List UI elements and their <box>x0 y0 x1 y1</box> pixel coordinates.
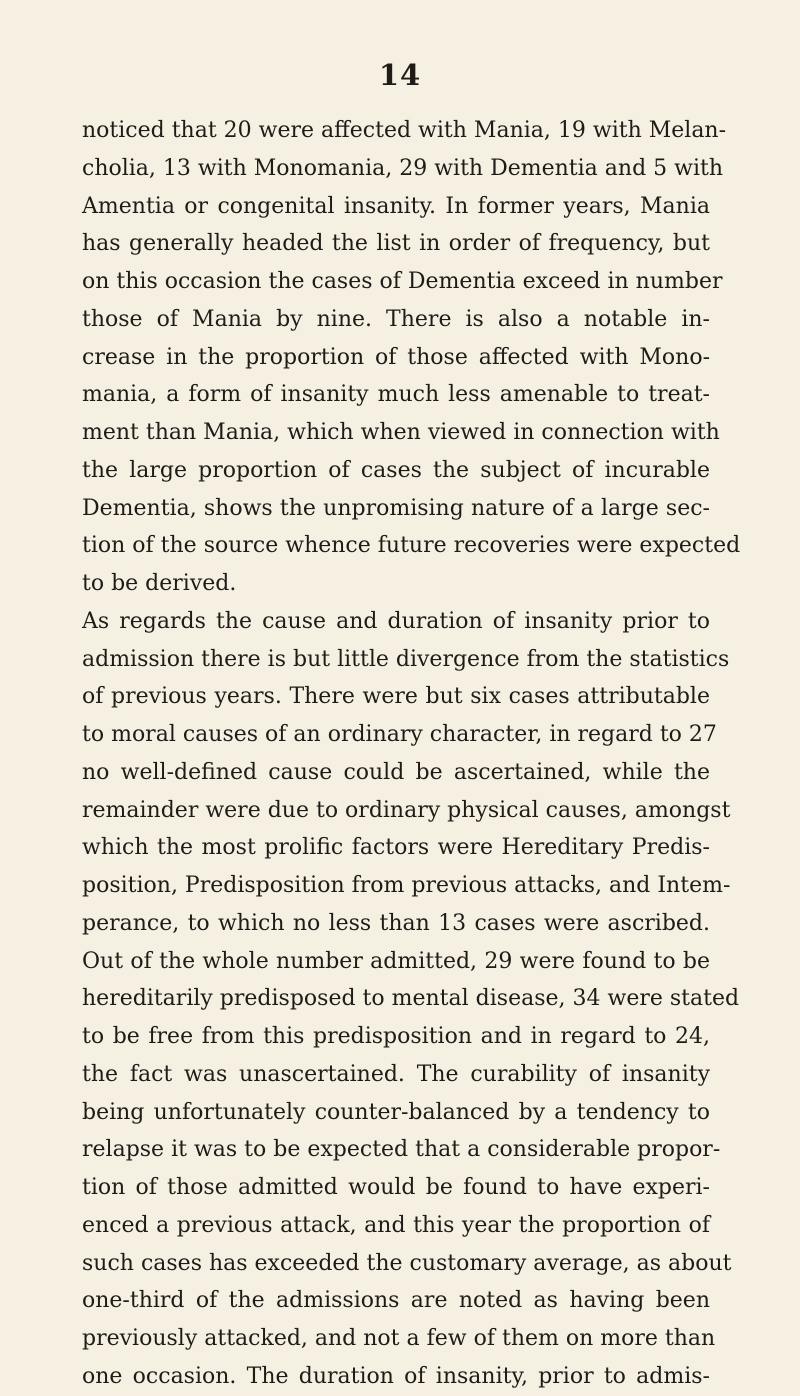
text-line: perance, to which no less than 13 cases were ascribed. <box>82 910 710 936</box>
text-line: of previous years. There were but six cases attributable <box>82 684 710 710</box>
text-line: being unfortunately counter-balanced by a tendency to <box>82 1099 710 1125</box>
text-line: which the most prolific factors were Hereditary Predis- <box>82 835 710 861</box>
text-line: tion of the source whence future recoveries were expected <box>82 533 741 559</box>
text-line: admission there is but little divergence from the statistics <box>82 646 730 672</box>
text-line: As regards the cause and duration of insanity prior to <box>82 608 710 634</box>
text-line: hereditarily predisposed to mental disease, 34 were stated <box>82 986 740 1012</box>
text-line: one-third of the admissions are noted as having been <box>82 1288 710 1314</box>
text-line: Dementia, shows the unpromising nature of a large sec- <box>82 495 710 521</box>
text-line: noticed that 20 were affected with Mania, 19 with Melan- <box>82 118 727 143</box>
text-line: those of Mania by nine. There is also a notable in- <box>82 306 710 332</box>
text-line: the fact was unascertained. The curability of insanity <box>82 1061 710 1087</box>
text-line: enced a previous attack, and this year the proportion of <box>82 1212 710 1238</box>
text-line: one occasion. The duration of insanity, prior to admis- <box>82 1363 710 1389</box>
text-line: to be derived. <box>82 571 237 596</box>
text-line: such cases has exceeded the customary average, as about <box>82 1250 732 1276</box>
text-line: relapse it was to be expected that a considerable propor- <box>82 1137 721 1163</box>
text-line: no well-defined cause could be ascertained, while the <box>82 759 710 785</box>
text-line: has generally headed the list in order of frequency, but <box>82 231 710 257</box>
text-line: to be free from this predisposition and in regard to 24, <box>82 1024 710 1049</box>
text-line: position, Predisposition from previous attacks, and Intem- <box>82 873 731 898</box>
text-line: crease in the proportion of those affected with Mono- <box>82 344 710 370</box>
text-line: the large proportion of cases the subject of incurable <box>82 457 710 483</box>
text-line: previously attacked, and not a few of them on more than <box>82 1326 716 1351</box>
text-line: to moral causes of an ordinary character, in regard to 27 <box>82 722 717 747</box>
text-line: Amentia or congenital insanity. In former years, Mania <box>82 193 710 219</box>
text-line: on this occasion the cases of Dementia exceed in number <box>82 269 723 294</box>
text-line: ment than Mania, which when viewed in connection with <box>82 420 720 445</box>
text-line: remainder were due to ordinary physical causes, amongst <box>82 797 731 823</box>
text-line: tion of those admitted would be found to have experi- <box>82 1175 710 1200</box>
text-line: cholia, 13 with Monomania, 29 with Dementia and 5 with <box>82 155 724 181</box>
text-line: mania, a form of insanity much less amenable to treat- <box>82 382 710 408</box>
text-line: Out of the whole number admitted, 29 were found to be <box>82 948 710 974</box>
body-text <box>82 112 741 1396</box>
page-number: 14 <box>378 58 422 92</box>
